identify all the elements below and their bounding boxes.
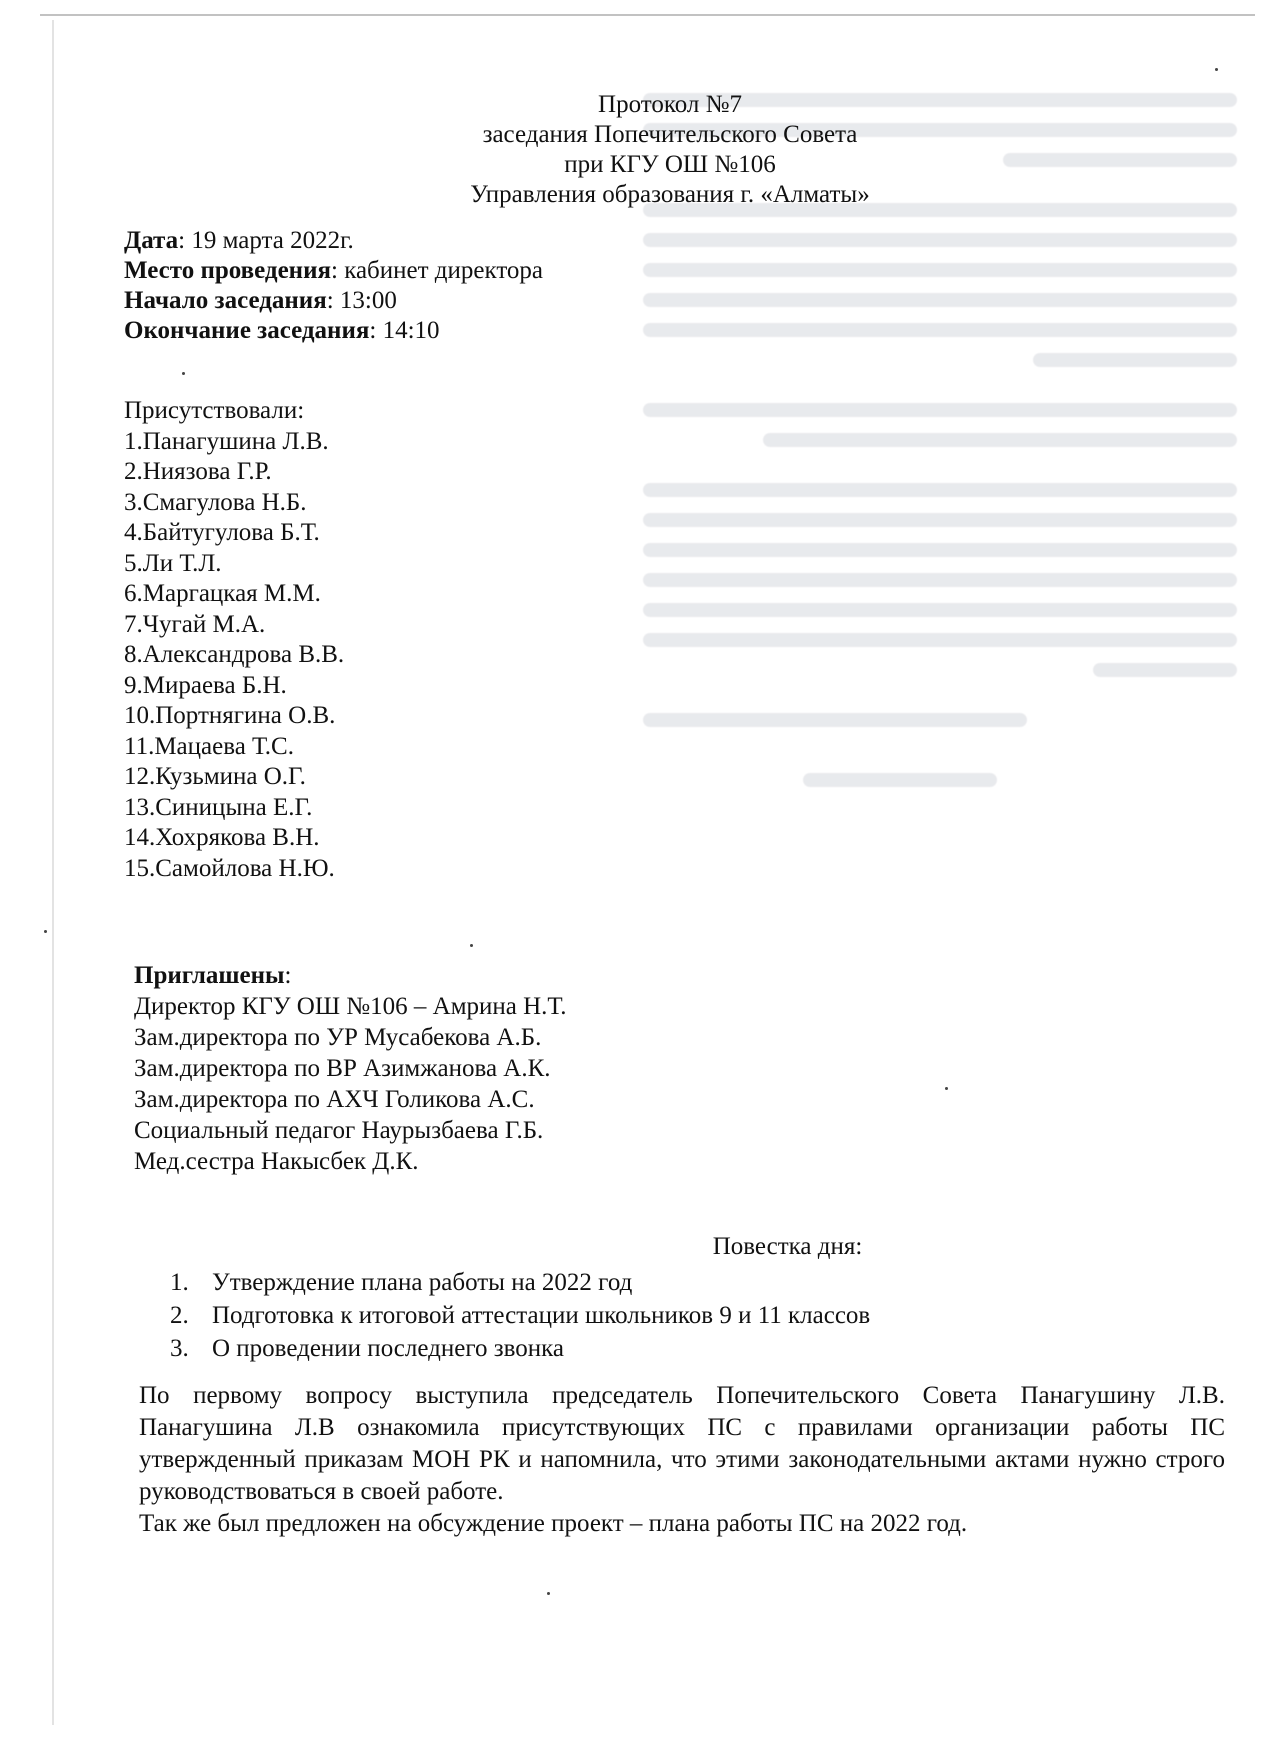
invited-heading-label: Приглашены <box>134 962 285 989</box>
meeting-title: заседания Попечительского Совета <box>482 121 858 148</box>
scan-edge-left <box>52 20 54 1725</box>
list-item: 1.Панагушина Л.В. <box>124 427 329 455</box>
list-item: Зам.директора по ВР Азимжанова А.К. <box>134 1055 551 1082</box>
list-item: Мед.сестра Накысбек Д.К. <box>134 1148 419 1175</box>
list-item: 4.Байтугулова Б.Т. <box>124 519 320 546</box>
list-item: 11.Мацаева Т.С. <box>124 732 294 760</box>
scan-speck <box>44 930 47 933</box>
list-item: Социальный педагог Наурызбаева Г.Б. <box>134 1117 544 1144</box>
agenda-item <box>170 1266 870 1299</box>
scan-speck <box>945 1087 948 1090</box>
agenda-item-text: Подготовка к итоговой аттестации школьников 9 и 11 классов <box>212 1302 871 1329</box>
paragraph-first-question: По первому вопросу выступила председатель Попечительского Совета Панагушину Л.В. Панагушина Л.В ознакомила присутствующих ПС с правилами организации работы ПС утвержденный приказам МОН РК и напомнила, что этими законодательными актами нужно строго руководствоваться в своей работе. <box>139 1382 1225 1505</box>
list-item: 15.Самойлова Н.Ю. <box>124 854 335 882</box>
list-item: 8.Александрова В.В. <box>124 641 345 668</box>
place-label: Место проведения <box>124 257 331 284</box>
agenda-item-text: Утверждение плана работы на 2022 год <box>212 1269 633 1296</box>
agenda-item <box>170 1332 870 1365</box>
invited-heading-colon: : <box>284 962 292 989</box>
list-item: 12.Кузьмина О.Г. <box>124 763 306 790</box>
list-item: 7.Чугай М.А. <box>124 610 266 638</box>
list-item: Зам.директора по УР Мусабекова А.Б. <box>134 1024 542 1051</box>
end-value: : 14:10 <box>369 317 440 344</box>
meta-date <box>124 226 543 256</box>
body-text <box>139 1380 1225 1540</box>
scan-speck <box>547 1592 550 1595</box>
scan-speck <box>1215 68 1218 71</box>
list-item: 5.Ли Т.Л. <box>124 549 222 577</box>
start-label: Начало заседания <box>124 287 327 314</box>
agenda-item <box>170 1299 870 1332</box>
meta-start <box>124 286 543 316</box>
paragraph-plan-proposal: Так же был предложен на обсуждение проект – плана работы ПС на 2022 год. <box>139 1510 968 1537</box>
list-item: 14.Хохрякова В.Н. <box>124 824 320 851</box>
list-item: Зам.директора по АХЧ Голикова А.С. <box>134 1086 535 1113</box>
list-item: 3.Смагулова Н.Б. <box>124 488 307 516</box>
list-item: 9.Мираева Б.Н. <box>124 671 287 699</box>
protocol-number: Протокол №7 <box>598 91 742 118</box>
invited-heading <box>134 960 566 991</box>
scan-edge-top <box>40 14 1255 16</box>
list-item: 6.Маргацкая М.М. <box>124 580 321 607</box>
agenda-title: Повестка дня: <box>712 1233 863 1260</box>
place-value: : кабинет директора <box>331 257 544 284</box>
meeting-meta <box>124 226 543 346</box>
agenda-item-number: 2. <box>170 1302 189 1329</box>
list-item: Директор КГУ ОШ №106 – Амрина Н.Т. <box>134 993 567 1020</box>
list-item: 2.Ниязова Г.Р. <box>124 458 272 485</box>
invited-section <box>134 960 566 1177</box>
list-item: 10.Портнягина О.В. <box>124 702 336 729</box>
agenda-item-number: 1. <box>170 1269 189 1296</box>
date-value: : 19 марта 2022г. <box>178 227 354 254</box>
document-header <box>120 90 1220 210</box>
agenda-list <box>170 1266 870 1365</box>
scan-speck <box>470 944 473 947</box>
department-name: Управления образования г. «Алматы» <box>470 181 870 208</box>
meta-place <box>124 256 543 286</box>
agenda-item-text: О проведении последнего звонка <box>212 1335 564 1362</box>
date-label: Дата <box>124 227 179 254</box>
attendees-heading: Присутствовали: <box>124 397 305 424</box>
agenda-item-number: 3. <box>170 1335 189 1362</box>
end-label: Окончание заседания <box>124 317 370 344</box>
scan-speck <box>182 372 185 375</box>
meta-end <box>124 316 543 346</box>
attendees-section <box>124 396 344 884</box>
start-value: : 13:00 <box>326 287 397 314</box>
list-item: 13.Синицына Е.Г. <box>124 793 313 821</box>
organization-name: при КГУ ОШ №106 <box>564 151 776 178</box>
